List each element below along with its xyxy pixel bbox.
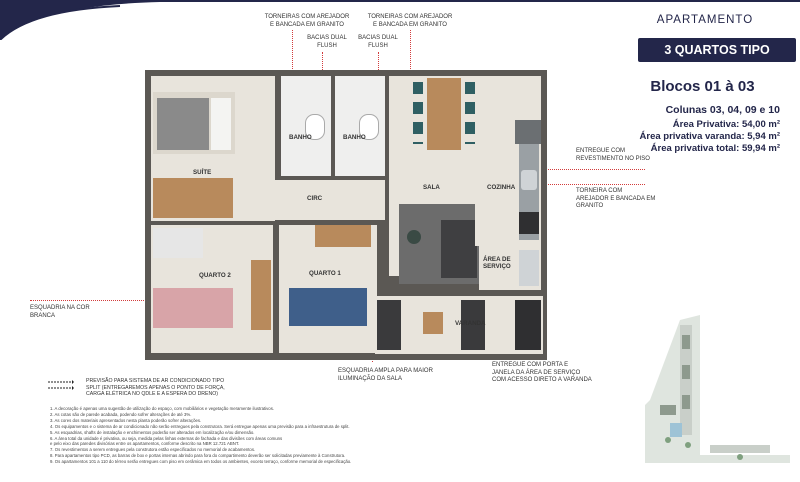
room-label-sala: SALA: [423, 184, 440, 191]
fridge: [515, 120, 541, 144]
annotation-flush-left: BACIAS DUAL FLUSH: [307, 35, 347, 49]
area-private: Área Privativa: 54,00 m²: [672, 119, 780, 130]
dining-chairs: [465, 82, 475, 144]
annotation-tap-left: TORNEIRAS COM AREJADOR E BANCADA EM GRANITO: [264, 14, 350, 28]
sink-icon: [521, 170, 537, 190]
plant: [407, 230, 421, 244]
blocks-title: Blocos 01 à 03: [650, 78, 755, 95]
annotation-floor: ENTREGUE COM REVESTIMENTO NO PISO: [576, 148, 650, 162]
annotation-flush-right: BACIAS DUAL FLUSH: [358, 35, 398, 49]
apartment-label: APARTAMENTO: [656, 14, 754, 26]
note-item: 8. Para apartamentos tipo PCD, as barras de box e portas internas abrindo para fora do compartimento deverão ser solicitadas previamente à Construtora.: [50, 453, 346, 459]
leader-line: [540, 184, 645, 185]
annotation-service-door: ENTREGUE COM PORTA E JANELA DA ÁREA DE SERVIÇO COM ACESSO DIRETO A VARANDA: [492, 362, 592, 383]
floor-plan: [145, 70, 547, 360]
wardrobe: [251, 260, 271, 330]
note-item: 3. As cores dos materiais apresentados nesta planta poderão sofrer alterações.: [50, 417, 202, 423]
balcony-seat: [377, 300, 401, 350]
note-item: 5. As esquadrias, shafts de instalação e enchimentos poderão ser alterados em localização e/ou dimensão.: [50, 429, 255, 435]
balcony-table: [423, 312, 443, 334]
room-label-bath1: BANHO: [289, 134, 312, 141]
room-label-varanda: VARANDA: [455, 320, 486, 327]
annotation-tap-right: TORNEIRAS COM AREJADOR E BANCADA EM GRANITO: [367, 14, 453, 28]
note-item: e pelo eixo das paredes divisórias entre os apartamentos, conforme descrito na NBR 12.721 ABNT.: [50, 441, 240, 447]
site-location-map: [640, 305, 795, 465]
room-label-bath2: BANHO: [343, 134, 366, 141]
area-balcony: Área privativa varanda: 5,94 m²: [639, 131, 780, 142]
bed-pink: [153, 288, 233, 328]
dining-chairs: [413, 82, 423, 144]
laundry-machine: [519, 250, 539, 286]
room-label-circ: CIRC: [307, 195, 323, 202]
annotation-living-window: ESQUADRIA AMPLA PARA MAIOR ILUMINAÇÃO DA SALA: [338, 368, 433, 382]
annotation-kitchen-tap: TORNEIRA COM AREJADOR E BANCADA EM GRANITO: [576, 188, 656, 209]
note-item: 2. As cotas são de parede acabada, podendo sofrer alterações de até 3%.: [50, 411, 192, 417]
annotation-window-left: ESQUADRIA NA COR BRANCA: [30, 305, 90, 319]
ac-legend-symbol: [46, 378, 74, 392]
type-badge: 3 QUARTOS TIPO: [638, 38, 796, 62]
suite-bed: [153, 92, 235, 154]
bed-blue: [289, 288, 367, 326]
leader-line: [30, 300, 150, 301]
note-item: 6. A área total da unidade é privativa, ou seja, medida pelas linhas externas de fachada e das divisões com áreas comuns: [50, 435, 283, 441]
room-label-quarto1: QUARTO 1: [309, 270, 341, 277]
grill: [515, 300, 541, 350]
cooktop: [519, 212, 539, 234]
note-item: 4. Os equipamentos e o sistema de ar condicionado não serão entregues pela construtora. Será entregue apenas uma previsão para a infraestrutura de split.: [50, 423, 350, 429]
suite-wardrobe: [153, 178, 233, 218]
note-item: 1. A decoração é apenas uma sugestão de utilização do espaço, com mobiliários e vegetação meramente ilustrativos.: [50, 406, 275, 411]
area-total: Área privativa total: 59,94 m²: [650, 143, 780, 154]
note-item: 9. Os apartamentos 101 a 110 do térreo serão entregues com piso em cerâmica em todos os ambientes, exceto terraço, conforme memorial de especificação.: [50, 459, 352, 465]
columns-text: Colunas 03, 04, 09 e 10: [665, 104, 780, 116]
notes-list: [50, 406, 390, 465]
room-label-suite: SUÍTE: [193, 169, 212, 176]
bed-single: [153, 228, 203, 258]
dining-table: [427, 78, 461, 150]
room-label-cozinha: COZINHA: [487, 184, 516, 191]
room-label-quarto2: QUARTO 2: [199, 272, 231, 279]
ac-legend-text: PREVISÃO PARA SISTEMA DE AR CONDICIONADO TIPO SPLIT (ENTREGAREMOS APENAS O PONTO DE FORÇA, CARGA ELÉTRICA NO QDLE E A ESPERA DO DRENO): [86, 378, 225, 397]
sofa: [441, 220, 477, 278]
room-label-servico: ÁREA DE SERVIÇO: [483, 256, 511, 270]
note-item: 7. Os revestimentos a serem entregues pela construtora estão especificados no memorial de acabamentos.: [50, 447, 256, 453]
wardrobe: [315, 225, 371, 247]
